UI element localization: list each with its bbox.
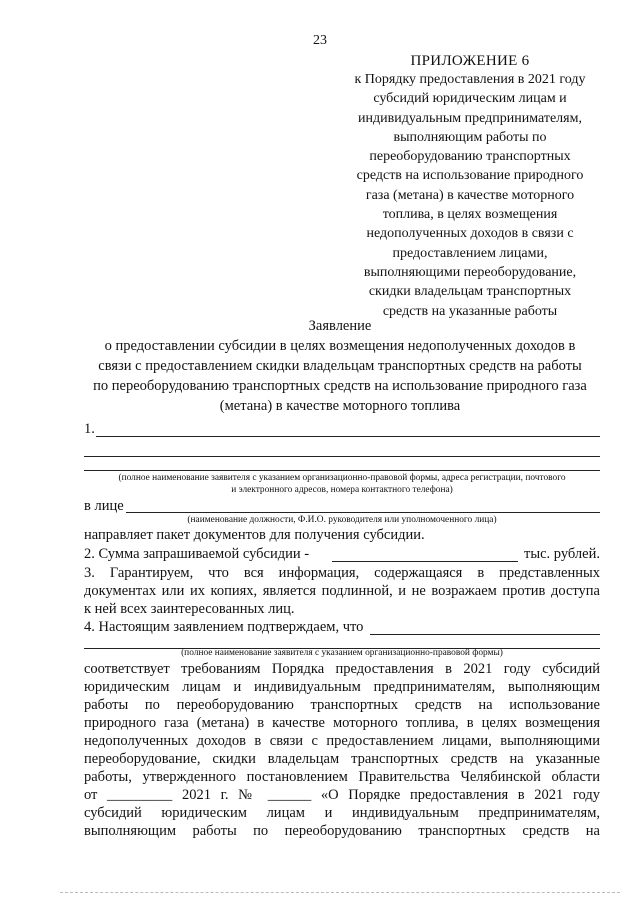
item-3-line: 3. Гарантируем, что вся информация, содержащаяся в представленных <box>84 565 600 581</box>
body-line: природного газа (метана) в качестве моторного топлива, в целях возмещения <box>84 715 600 731</box>
applicant-hint: (полное наименование заявителя с указанием организационно-правовой формы, адреса регистрации, почтового <box>118 473 566 483</box>
applicant-name-field-line-2[interactable] <box>84 456 600 457</box>
appendix-title: ПРИЛОЖЕНИЕ 6 <box>410 53 530 69</box>
appendix-line: средств на использование природного <box>356 168 584 184</box>
body-line: работы, утвержденного постановлением Правительства Челябинской области <box>84 769 600 785</box>
appendix-line: газа (метана) в качестве моторного <box>365 187 575 203</box>
page-number: 23 <box>313 33 327 48</box>
body-line: субсидий юридическим лицам и индивидуальным предпринимателям, <box>84 805 600 821</box>
sends-package-text: направляет пакет документов для получения субсидии. <box>84 527 425 543</box>
appendix-line: предоставлением лицами, <box>392 245 548 261</box>
statement-block <box>60 316 620 416</box>
statement-line: связи с предоставлением скидки владельцам транспортных средств на работы <box>98 358 582 374</box>
representative-field[interactable] <box>126 512 600 513</box>
body-line: недополученных доходов в связи с предоставлением лицами, выполняющими <box>84 733 600 749</box>
applicant-name-field-line-1[interactable] <box>96 436 600 437</box>
body-line: соответствует требованиям Порядка предоставления в 2021 году субсидий <box>84 661 600 677</box>
item-3-line: документах или их копиях, является подлинной, и не возражаем против доступа <box>84 583 600 599</box>
appendix-line: к Порядку предоставления в 2021 году <box>354 72 586 87</box>
item-3-line: к ней всех заинтересованных лиц. <box>84 601 295 617</box>
applicant-hint: и электронного адресов, номера контактного телефона) <box>231 485 453 495</box>
position-hint: (наименование должности, Ф.И.О. руководителя или уполномоченного лица) <box>187 515 497 525</box>
item-2-text: 2. Сумма запрашиваемой субсидии - <box>84 546 310 562</box>
scan-edge-line <box>60 892 620 893</box>
item-1-label: 1. <box>84 421 95 437</box>
in-person-label: в лице <box>84 498 124 514</box>
statement-line: (метана) в качестве моторного топлива <box>219 398 461 414</box>
statement-line: о предоставлении субсидии в целях возмещения недополученных доходов в <box>104 338 576 354</box>
applicant-hint-short: (полное наименование заявителя с указанием организационно-правовой формы) <box>181 648 503 658</box>
statement-heading: Заявление <box>308 318 372 334</box>
body-line: переоборудование, скидки владельцам транспортных средств на указанные <box>84 751 600 767</box>
subsidy-amount-field[interactable] <box>332 561 518 562</box>
confirm-field-line-1[interactable] <box>370 634 600 635</box>
item-4-text: 4. Настоящим заявлением подтверждаем, что <box>84 619 364 635</box>
statement-line: по переоборудованию транспортных средств на использование природного газа <box>93 378 587 394</box>
appendix-line: переоборудованию транспортных <box>369 149 571 165</box>
body-line: работы по переоборудованию транспортных средств на использование <box>84 697 600 713</box>
appendix-line: топлива, в целях возмещения <box>382 207 558 223</box>
appendix-line: скидки владельцам транспортных <box>368 284 572 300</box>
body-line: юридическим лицам и индивидуальным предпринимателям, выполняющим <box>84 679 600 695</box>
body-line: выполняющим работы по переоборудованию транспортных средств на <box>84 823 600 839</box>
appendix-line: индивидуальным предпринимателям, <box>358 110 582 126</box>
applicant-name-field-line-3[interactable] <box>84 470 600 471</box>
appendix-line: выполняющими переоборудование, <box>363 264 577 280</box>
body-line: от _________ 2021 г. № ______ «О Порядке предоставления в 2021 году <box>84 787 600 803</box>
appendix-line: средств на указанные работы <box>382 303 558 319</box>
appendix-line: субсидий юридическим лицам и <box>373 91 567 107</box>
appendix-block <box>330 52 610 321</box>
item-2-unit: тыс. рублей. <box>524 546 600 562</box>
appendix-line: выполняющим работы по <box>393 129 547 145</box>
appendix-line: недополученных доходов в связи с <box>366 226 574 242</box>
